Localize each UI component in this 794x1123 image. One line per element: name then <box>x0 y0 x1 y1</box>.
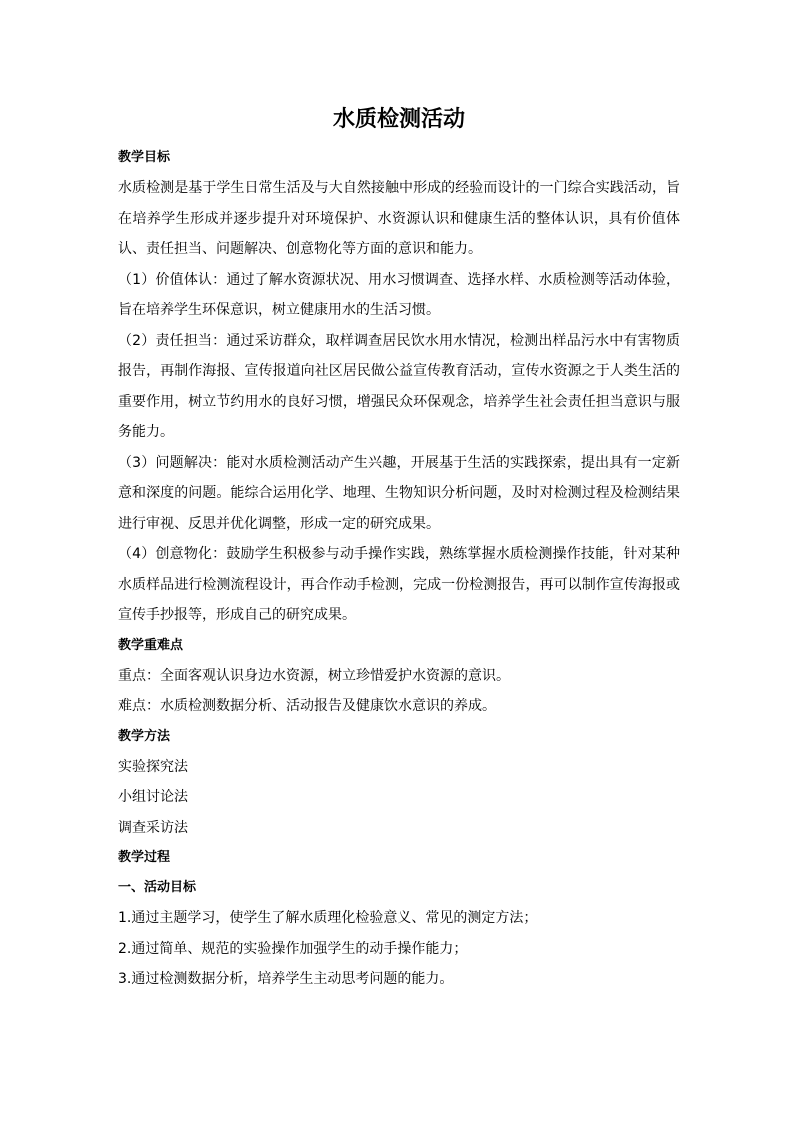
document-content <box>118 143 680 995</box>
section-heading-key-points: 教学重难点 <box>118 637 184 653</box>
process-sub-heading: 一、活动目标 <box>118 880 197 895</box>
objective-item: （2）责任担当：通过采访群众，取样调查居民饮水用水情况，检测出样品污水中有害物质报告，再制作海报、宣传报道向社区居民做公益宣传教育活动，宣传水资源之于人类生活的重要作用，树立节约用水的良好习惯，增强民众环保观念，培养学生社会责任担当意识与服务能力。 <box>118 332 680 440</box>
key-point-focus: 重点：全面客观认识身边水资源，树立珍惜爱护水资源的意识。 <box>118 667 510 684</box>
process-item: 1.通过主题学习，使学生了解水质理化检验意义、常见的测定方法； <box>118 910 538 926</box>
key-point-difficulty: 难点：水质检测数据分析、活动报告及健康饮水意识的养成。 <box>118 698 496 714</box>
process-item: 3.通过检测数据分析，培养学生主动思考问题的能力。 <box>118 971 454 987</box>
method-item: 实验探究法 <box>118 758 188 775</box>
objective-item: （3）问题解决：能对水质检测活动产生兴趣，开展基于生活的实践探索，提出具有一定新意和深度的问题。能综合运用化学、地理、生物知识分析问题，及时对检测过程及检测结果进行审视、反思并优化调整，形成一定的研究成果。 <box>118 454 680 532</box>
section-heading-process: 教学过程 <box>118 850 171 865</box>
method-item: 调查采访法 <box>118 819 188 836</box>
objective-item: （1）价值体认：通过了解水资源状况、用水习惯调查、选择水样、水质检测等活动体验，旨在培养学生环保意识，树立健康用水的生活习惯。 <box>118 271 680 318</box>
document-title: 水质检测活动 <box>332 107 465 132</box>
objectives-intro: 水质检测是基于学生日常生活及与大自然接触中形成的经验而设计的一门综合实践活动，旨在培养学生形成并逐步提升对环境保护、水资源认识和健康生活的整体认识，具有价值体认、责任担当、问题解决、创意物化等方面的意识和能力。 <box>118 180 680 257</box>
section-heading-objectives: 教学目标 <box>118 150 171 165</box>
section-heading-methods: 教学方法 <box>118 728 171 744</box>
method-item: 小组讨论法 <box>118 789 188 805</box>
objective-item: （4）创意物化：鼓励学生积极参与动手操作实践，熟练掌握水质检测操作技能，针对某种水质样品进行检测流程设计，再合作动手检测，完成一份检测报告，再可以制作宣传海报或宣传手抄报等，形成自己的研究成果。 <box>118 546 680 623</box>
process-item: 2.通过简单、规范的实验操作加强学生的动手操作能力； <box>118 940 468 957</box>
